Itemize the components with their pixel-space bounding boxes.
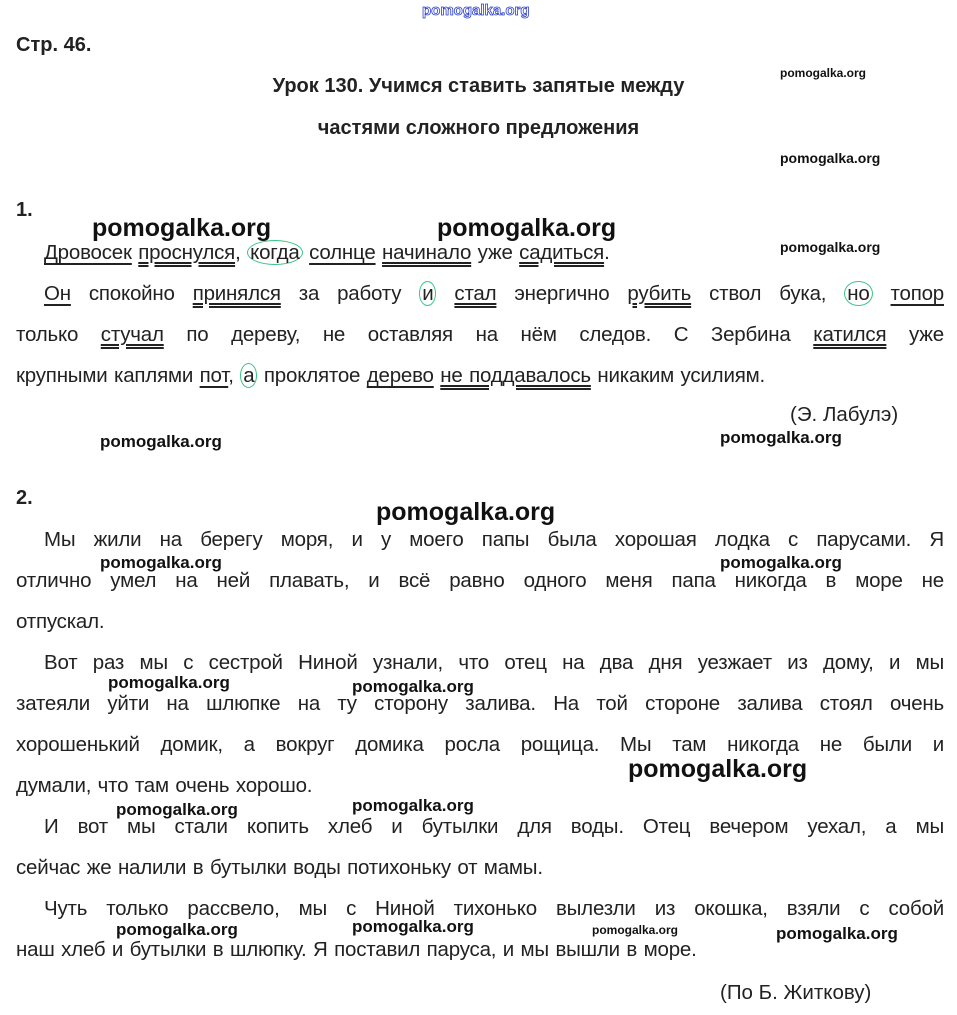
watermark: pomogalka.org bbox=[780, 150, 881, 166]
exercise-2-line: хорошенький домик, а вокруг домика росла рощица. Мы там никогда не были и bbox=[16, 733, 944, 756]
predicate-word: принялся bbox=[192, 282, 281, 305]
predicate-word: стал bbox=[454, 282, 497, 305]
subject-word: солнце bbox=[309, 241, 376, 264]
text-segment: только bbox=[16, 323, 101, 346]
exercise-2-line: затеяли уйти на шлюпке на ту сторону залива. На той стороне залива стоял очень bbox=[16, 692, 944, 715]
exercise-2-line: Вот раз мы с сестрой Ниной узнали, что отец на два дня уезжает из дому, и мы bbox=[44, 651, 944, 674]
watermark: pomogalka.org bbox=[720, 553, 842, 572]
predicate-word: катился bbox=[813, 323, 887, 346]
predicate-word: проснулся bbox=[138, 241, 236, 264]
watermark: pomogalka.org bbox=[780, 239, 881, 255]
conjunction-word: а bbox=[240, 363, 257, 388]
lesson-title-line-1: Урок 130. Учимся ставить запятые между bbox=[272, 75, 685, 97]
exercise-2-line: сейчас же налили в бутылки воды потихоньку от мамы. bbox=[16, 856, 543, 879]
exercise-2-line: Чуть только рассвело, мы с Ниной тихонько вылезли из окошка, взяли с собой bbox=[44, 897, 944, 920]
watermark-top: pomogalka.org bbox=[422, 2, 530, 19]
watermark: pomogalka.org bbox=[437, 214, 617, 242]
conjunction-word: и bbox=[419, 281, 436, 306]
predicate-word: стучал bbox=[100, 323, 164, 346]
exercise-2-line: отпускал. bbox=[16, 610, 105, 633]
exercise-1-line bbox=[16, 322, 944, 348]
subject-word: топор bbox=[890, 282, 944, 305]
watermark: pomogalka.org bbox=[780, 66, 867, 80]
lesson-title-line-2: частями сложного предложения bbox=[317, 117, 640, 139]
exercise-2-line: И вот мы стали копить хлеб и бутылки для воды. Отец вечером уехал, а мы bbox=[44, 815, 944, 838]
text-segment: уже bbox=[471, 241, 520, 264]
text-segment bbox=[873, 282, 891, 305]
predicate-word: рубить bbox=[627, 282, 692, 305]
predicate-word: начинало bbox=[382, 241, 472, 264]
watermark: pomogalka.org bbox=[592, 923, 679, 937]
watermark: pomogalka.org bbox=[100, 432, 222, 451]
text-segment: уже bbox=[886, 323, 944, 346]
text-segment: по дереву, не оставляя на нём следов. С Зербина bbox=[163, 323, 814, 346]
watermark: pomogalka.org bbox=[352, 796, 474, 815]
text-segment: ствол бука, bbox=[691, 282, 845, 305]
watermark: pomogalka.org bbox=[352, 677, 474, 696]
exercise-1-line bbox=[16, 363, 944, 389]
exercise-1-author: (Э. Лабулэ) bbox=[790, 403, 899, 426]
text-segment: крупными каплями bbox=[16, 364, 200, 387]
text-segment: . bbox=[604, 241, 610, 264]
watermark: pomogalka.org bbox=[628, 755, 808, 783]
text-segment: проклятое bbox=[257, 364, 367, 387]
watermark: pomogalka.org bbox=[116, 800, 238, 819]
text-segment: , bbox=[228, 364, 241, 387]
text-segment: спокойно bbox=[70, 282, 193, 305]
exercise-2-line: думали, что там очень хорошо. bbox=[16, 774, 313, 797]
conjunction-word: когда bbox=[247, 240, 303, 265]
subject-word: Он bbox=[44, 282, 71, 305]
page-label: Стр. 46. bbox=[16, 34, 92, 56]
conjunction-word: но bbox=[844, 281, 872, 306]
exercise-1-number: 1. bbox=[16, 199, 33, 221]
exercise-2-line: наш хлеб и бутылки в шлюпку. Я поставил паруса, и мы вышли в море. bbox=[16, 938, 697, 961]
watermark: pomogalka.org bbox=[100, 553, 222, 572]
exercise-2-line: отлично умел на ней плавать, и всё равно одного меня папа никогда в море не bbox=[16, 569, 944, 592]
watermark: pomogalka.org bbox=[352, 917, 474, 936]
subject-word: дерево bbox=[366, 364, 434, 387]
exercise-2-author: (По Б. Житкову) bbox=[720, 981, 872, 1004]
watermark: pomogalka.org bbox=[720, 428, 842, 447]
text-segment bbox=[436, 282, 454, 305]
watermark: pomogalka.org bbox=[776, 924, 898, 943]
predicate-word: садиться bbox=[519, 241, 605, 264]
text-segment: , bbox=[235, 241, 248, 264]
exercise-2-line: Мы жили на берегу моря, и у моего папы была хорошая лодка с парусами. Я bbox=[44, 528, 944, 551]
watermark: pomogalka.org bbox=[376, 498, 556, 526]
watermark: pomogalka.org bbox=[116, 920, 238, 939]
exercise-1-line bbox=[16, 281, 944, 307]
exercise-2-number: 2. bbox=[16, 487, 33, 509]
predicate-word: не поддавалось bbox=[440, 364, 591, 387]
watermark: pomogalka.org bbox=[108, 673, 230, 692]
text-segment: энергично bbox=[496, 282, 628, 305]
subject-word: Дровосек bbox=[44, 241, 132, 264]
subject-word: пот bbox=[199, 364, 229, 387]
text-segment: за работу bbox=[280, 282, 420, 305]
watermark: pomogalka.org bbox=[92, 214, 272, 242]
text-segment: никаким усилиям. bbox=[590, 364, 765, 387]
